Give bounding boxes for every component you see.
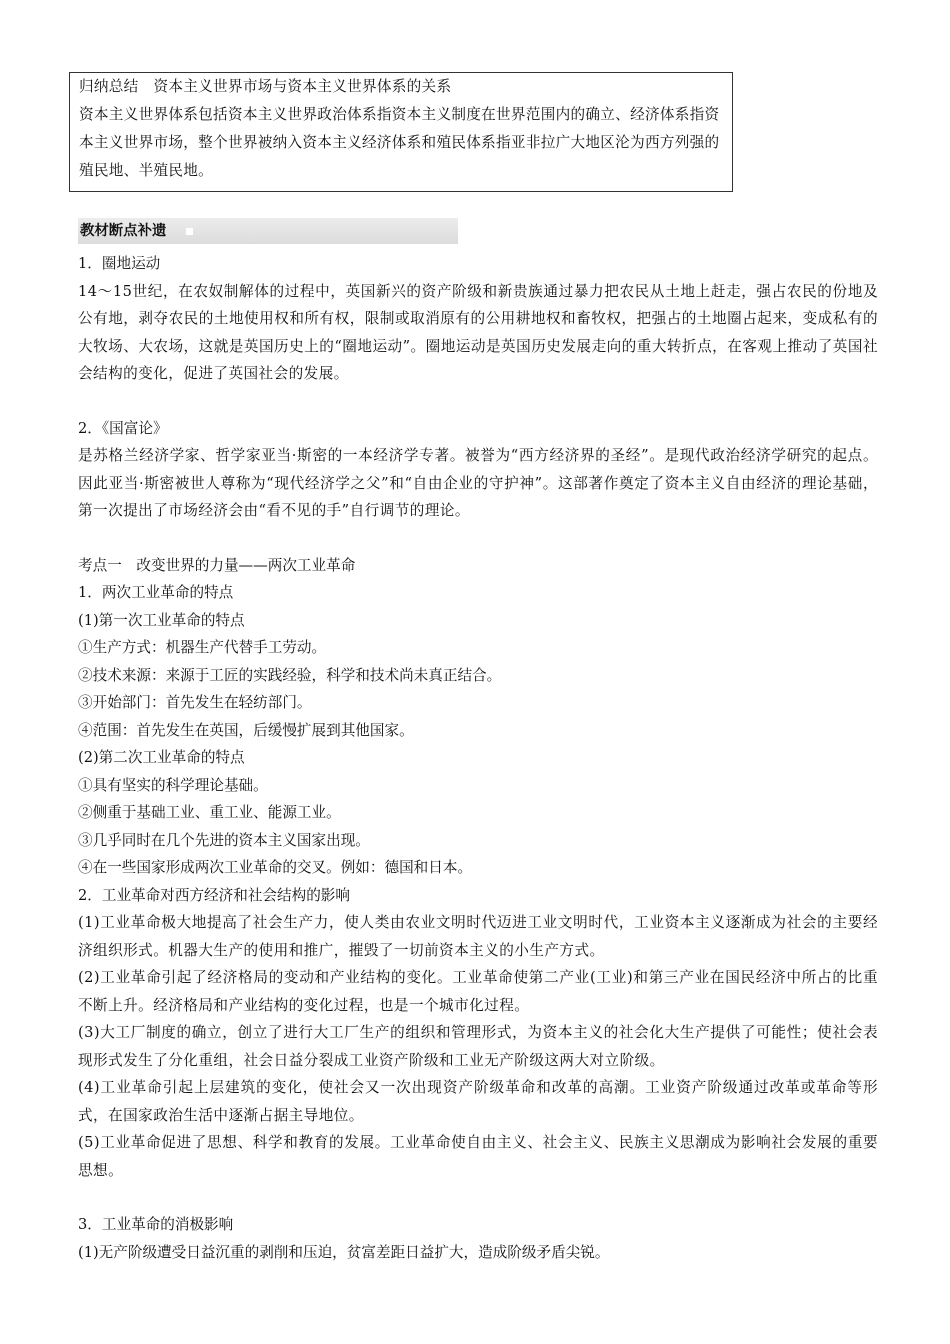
kaodian-line: ③开始部门：首先发生在轻纺部门。 [78, 694, 312, 711]
kaodian-line: 1．两次工业革命的特点 [78, 584, 234, 601]
block-body-wealth-of-nations: 是苏格兰经济学家、哲学家亚当·斯密的一本经济学专著。被誉为“西方经济界的圣经”。是现代政治经济学研究的起点。因此亚当·斯密被世人尊称为“现代经济学之父”和“自由企业的守护神”。这部著作奠定了资本主义自由经济的理论基础，第一次提出了市场经济会由“看不见的手”自行调节的理论。 [78, 447, 878, 519]
section-bar [78, 218, 458, 244]
negative-title: 3．工业革命的消极影响 [78, 1216, 234, 1233]
kaodian-line: ④范围：首先发生在英国，后缓慢扩展到其他国家。 [78, 721, 414, 739]
section-bar-label: 教材断点补遗 [80, 223, 167, 239]
kaodian-line: ①生产方式：机器生产代替手工劳动。 [78, 639, 327, 656]
impact-paragraph: (3)大工厂制度的确立，创立了进行大工厂生产的组织和管理形式，为资本主义的社会化大生产提供了可能性；使社会表现形式发生了分化重组，社会日益分裂成工业资产阶级和工业无产阶级这两大对立阶级。 [78, 1024, 878, 1069]
kaodian-line: ②技术来源：来源于工匠的实践经验，科学和技术尚未真正结合。 [78, 666, 502, 684]
kaodian-line: ①具有坚实的科学理论基础。 [78, 776, 268, 794]
impact-paragraph: (5)工业革命促进了思想、科学和教育的发展。工业革命使自由主义、社会主义、民族主义思潮成为影响社会发展的重要思想。 [78, 1134, 878, 1179]
kaodian-line: 2．工业革命对西方经济和社会结构的影响 [78, 886, 350, 904]
kaodian-line: ③几乎同时在几个先进的资本主义国家出现。 [78, 831, 370, 849]
block-title-enclosure: 1．圈地运动 [78, 255, 161, 272]
summary-box [69, 72, 733, 192]
kaodian-title: 考点一 改变世界的力量——两次工业革命 [78, 556, 356, 574]
block-body-enclosure: 14～15世纪，在农奴制解体的过程中，英国新兴的资产阶级和新贵族通过暴力把农民从土地上赶走，强占农民的份地及公有地，剥夺农民的土地使用权和所有权，限制或取消原有的公用耕地权和畜牧权，把强占的土地圈占起来，变成私有的大牧场、大农场，这就是英国历史上的“圈地运动”。圈地运动是英国历史发展走向的重大转折点，在客观上推动了英国社会结构的变化，促进了英国社会的发展。 [78, 282, 878, 382]
kaodian-line: ②侧重于基础工业、重工业、能源工业。 [78, 804, 341, 821]
impact-paragraph: (1)工业革命极大地提高了社会生产力，使人类由农业文明时代迈进工业文明时代，工业资本主义逐渐成为社会的主要经济组织形式。机器大生产的使用和推广，摧毁了一切前资本主义的小生产方式。 [78, 914, 878, 959]
impact-paragraph: (2)工业革命引起了经济格局的变动和产业结构的变化。工业革命使第二产业(工业)和第三产业在国民经济中所占的比重不断上升。经济格局和产业结构的变化过程，也是一个城市化过程。 [78, 969, 878, 1014]
document-page [78, 72, 878, 1266]
negative-line: (1)无产阶级遭受日益沉重的剥削和压迫，贫富差距日益扩大，造成阶级矛盾尖锐。 [78, 1243, 610, 1261]
kaodian-line: (1)第一次工业革命的特点 [78, 611, 245, 629]
kaodian-line: (2)第二次工业革命的特点 [78, 749, 245, 766]
block-title-wealth-of-nations: 2．《国富论》 [78, 419, 168, 437]
kaodian-line: ④在一些国家形成两次工业革命的交叉。例如：德国和日本。 [78, 859, 473, 876]
summary-body: 资本主义世界体系包括资本主义世界政治体系指资本主义制度在世界范围内的确立、经济体系指资本主义世界市场，整个世界被纳入资本主义经济体系和殖民体系指亚非拉广大地区沦为西方列强的殖民地、半殖民地。 [79, 106, 720, 179]
impact-paragraph: (4)工业革命引起上层建筑的变化，使社会又一次出现资产阶级革命和改革的高潮。工业资产阶级通过改革或革命等形式，在国家政治生活中逐渐占据主导地位。 [78, 1079, 878, 1124]
section-bar-square-icon [186, 228, 193, 235]
summary-heading: 归纳总结 资本主义世界市场与资本主义世界体系的关系 [79, 78, 452, 95]
